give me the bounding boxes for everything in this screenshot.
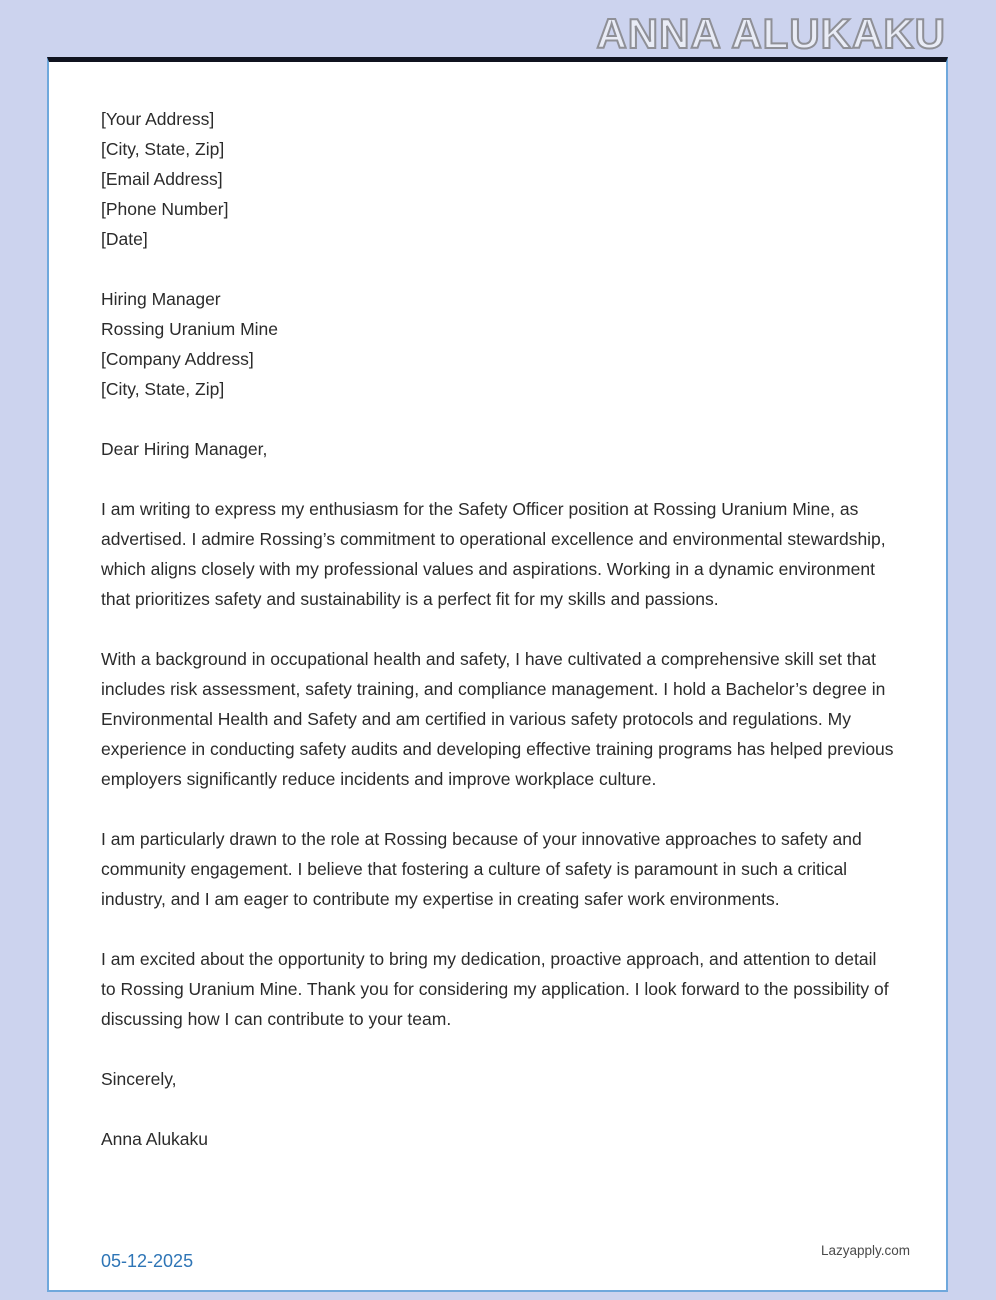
footer-date: 05-12-2025 xyxy=(101,1251,194,1271)
closing: Sincerely, xyxy=(101,1069,177,1089)
letter-content xyxy=(49,62,946,1154)
signature-name: Anna Alukaku xyxy=(101,1129,209,1149)
sender-address-line: [Email Address] xyxy=(101,169,223,189)
header-name: ANNA ALUKAKU xyxy=(596,10,946,57)
recipient-line: [City, State, Zip] xyxy=(101,379,225,399)
sender-address-line: [Your Address] xyxy=(101,109,215,129)
sender-address-line: [City, State, Zip] xyxy=(101,139,225,159)
sender-address-line: [Phone Number] xyxy=(101,199,229,219)
letter-page xyxy=(47,57,948,1292)
body-paragraph: I am particularly drawn to the role at Rossing because of your innovative approaches to safety and community engagement. I believe that fostering a culture of safety is paramount in such a critical industry, and I am eager to contribute my expertise in creating safer work environments. xyxy=(101,829,862,909)
sender-address-block xyxy=(101,104,894,254)
body-paragraph: I am excited about the opportunity to bring my dedication, proactive approach, and attention to detail to Rossing Uranium Mine. Thank you for considering my application. I look forward to the possibility of discussing how I can contribute to your team. xyxy=(101,949,889,1029)
footer-brand: Lazyapply.com xyxy=(820,1243,910,1258)
body-paragraph: With a background in occupational health and safety, I have cultivated a comprehensive skill set that includes risk assessment, safety training, and compliance management. I hold a Bachelor’s degree in Environmental Health and Safety and am certified in various safety protocols and regulations. My experience in conducting safety audits and developing effective training programs has helped previous employers significantly reduce incidents and improve workplace culture. xyxy=(101,649,894,789)
salutation: Dear Hiring Manager, xyxy=(101,439,268,459)
recipient-line: Hiring Manager xyxy=(101,289,221,309)
sender-address-line: [Date] xyxy=(101,229,148,249)
recipient-line: Rossing Uranium Mine xyxy=(101,319,279,339)
recipient-line: [Company Address] xyxy=(101,349,254,369)
body-paragraph: I am writing to express my enthusiasm for the Safety Officer position at Rossing Uranium Mine, as advertised. I admire Rossing’s commitment to operational excellence and environmental stewardship, which aligns closely with my professional values and aspirations. Working in a dynamic environment that prioritizes safety and sustainability is a perfect fit for my skills and passions. xyxy=(101,499,886,609)
recipient-address-block xyxy=(101,284,894,404)
